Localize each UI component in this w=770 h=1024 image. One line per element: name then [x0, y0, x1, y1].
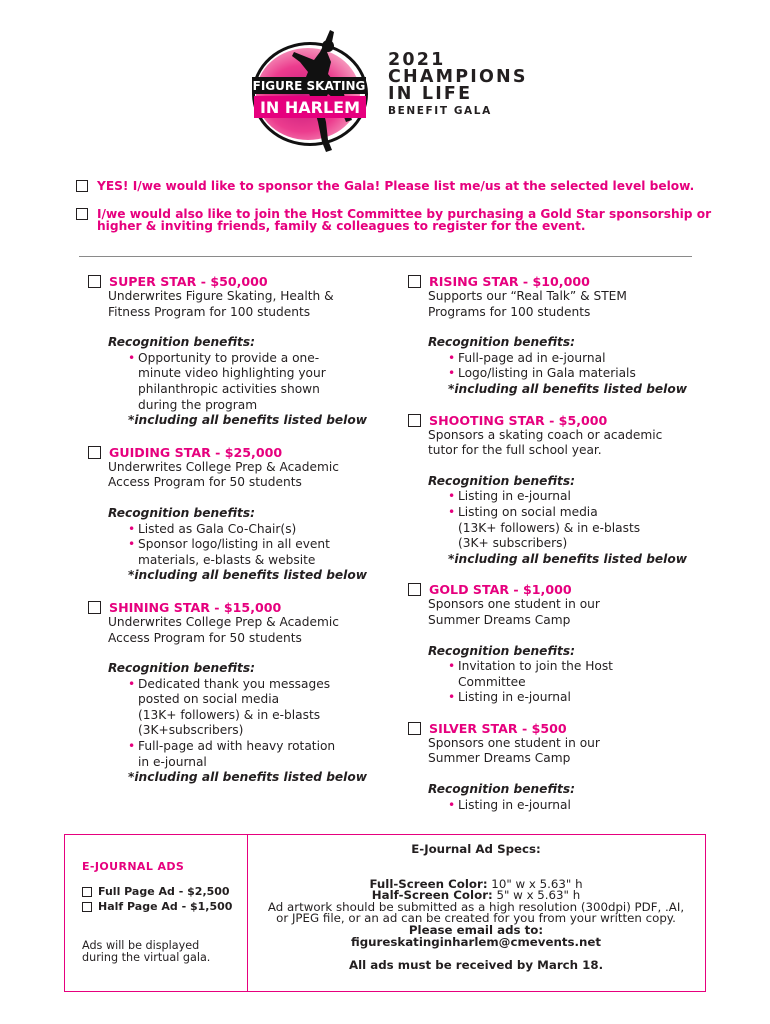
level-title: RISING STAR - $10,000 [429, 274, 590, 289]
shining-star-checkbox[interactable] [88, 601, 101, 614]
host-committee-checkbox[interactable] [76, 208, 88, 220]
benefits-title: Recognition benefits: [108, 335, 255, 350]
level-title: SHOOTING STAR - $5,000 [429, 412, 608, 428]
level-gold-star [408, 582, 708, 706]
figure-skating-in-harlem-logo [248, 22, 383, 157]
level-rising-star [408, 274, 708, 398]
benefit-item: • Dedicated thank you messages posted on social media (13K+ followers) & in e-blasts (3K+subscribers) [108, 677, 388, 739]
guiding-star-checkbox[interactable] [88, 446, 101, 459]
benefit-item: • Opportunity to provide a one- minute video highlighting your philanthropic activities shown during the program [108, 351, 388, 413]
half-page-ad-label: Half Page Ad - $1,500 [98, 899, 233, 913]
benefits-list [428, 489, 708, 551]
event-subtitle: BENEFIT GALA [388, 105, 492, 117]
benefits-title: Recognition benefits: [428, 643, 575, 658]
level-title: GOLD STAR - $1,000 [429, 582, 572, 598]
host-committee-text: I/we would also like to join the Host Committee by purchasing a Gold Star sponsorship or higher & inviting friends, family & colleagues to register for the event. [97, 207, 712, 233]
benefits-list [108, 677, 388, 771]
shooting-star-checkbox[interactable] [408, 414, 421, 427]
full-page-ad-checkbox[interactable] [82, 887, 92, 897]
ejournal-options [82, 860, 242, 963]
including-note: *including all benefits listed below [128, 413, 367, 428]
logo-text-line2: IN HARLEM [259, 98, 361, 117]
benefit-item: • Full-page ad with heavy rotation in e-journal [108, 739, 388, 770]
intro-section [76, 180, 716, 248]
half-page-ad-option [82, 900, 242, 915]
benefit-item: • Full-page ad in e-journal [428, 351, 708, 367]
benefits-list [428, 798, 708, 814]
including-note: *including all benefits listed below [128, 770, 367, 785]
level-guiding-star [88, 445, 388, 584]
benefits-title: Recognition benefits: [428, 473, 575, 488]
including-note: *including all benefits listed below [448, 551, 687, 566]
artwork-instructions: Ad artwork should be submitted as a high resolution (300dpi) PDF, .AI, or JPEG file, or an ad can be created for you from your written copy. [267, 899, 685, 926]
benefits-list [428, 351, 708, 382]
event-title-line3: IN LIFE [388, 84, 473, 104]
benefit-item: • Listed as Gala Co-Chair(s) [108, 522, 388, 538]
section-divider [79, 256, 692, 257]
level-title: GUIDING STAR - $25,000 [109, 444, 283, 460]
level-title: SHINING STAR - $15,000 [109, 599, 282, 615]
rising-star-checkbox[interactable] [408, 275, 421, 288]
level-title: SUPER STAR - $50,000 [109, 274, 268, 289]
benefits-title: Recognition benefits: [428, 335, 575, 350]
ejournal-title: E-JOURNAL ADS [82, 860, 185, 873]
full-page-ad-option [82, 885, 242, 900]
benefit-item: • Listing in e-journal [428, 489, 708, 505]
level-silver-star [408, 721, 708, 813]
half-screen-spec: Half-Screen Color: 5" w x 5.63" h [371, 888, 581, 903]
right-column [408, 274, 708, 827]
level-description: Supports our “Real Talk” & STEM Programs for 100 students [428, 289, 627, 319]
full-screen-spec: Full-Screen Color: 10" w x 5.63" h [369, 876, 583, 891]
event-title-year: 2021 [388, 50, 446, 70]
silver-star-checkbox[interactable] [408, 722, 421, 735]
host-committee-option [76, 208, 716, 232]
half-page-ad-checkbox[interactable] [82, 902, 92, 912]
level-title: SILVER STAR - $500 [429, 720, 567, 736]
ads-deadline: All ads must be received by March 18. [348, 958, 604, 973]
benefits-list [108, 522, 388, 569]
benefits-title: Recognition benefits: [108, 505, 255, 520]
level-description: Underwrites College Prep & Academic Access Program for 50 students [108, 614, 339, 645]
benefit-item: • Invitation to join the Host Committee [428, 659, 708, 690]
benefits-list [108, 351, 388, 413]
ejournal-specs [250, 844, 702, 972]
benefits-title: Recognition benefits: [108, 661, 255, 676]
event-title-block [388, 52, 528, 117]
sponsor-option [76, 180, 716, 192]
gold-star-checkbox[interactable] [408, 583, 421, 596]
email-prompt: Please email ads to: [408, 922, 544, 937]
level-description: Underwrites Figure Skating, Health & Fitness Program for 100 students [108, 289, 334, 319]
level-shining-star [88, 600, 388, 786]
sponsor-text: YES! I/we would like to sponsor the Gala! Please list me/us at the selected level below. [97, 179, 695, 193]
left-column [88, 274, 388, 800]
benefit-item: • Listing in e-journal [428, 690, 708, 706]
email-address[interactable]: figureskatinginharlem@cmevents.net [350, 934, 602, 949]
benefit-item: • Logo/listing in Gala materials [428, 366, 708, 382]
super-star-checkbox[interactable] [88, 275, 101, 288]
full-page-ad-label: Full Page Ad - $2,500 [98, 885, 230, 898]
benefits-title: Recognition benefits: [428, 782, 575, 797]
ejournal-divider [247, 834, 248, 992]
sponsor-checkbox[interactable] [76, 180, 88, 192]
benefit-item: • Sponsor logo/listing in all event materials, e-blasts & website [108, 537, 388, 568]
benefit-item: • Listing on social media (13K+ followers) & in e-blasts (3K+ subscribers) [428, 505, 708, 552]
event-title-line2: CHAMPIONS [388, 67, 528, 87]
ejournal-display-note: Ads will be displayed during the virtual gala. [82, 939, 211, 964]
benefit-item: • Listing in e-journal [428, 798, 708, 814]
level-description: Sponsors one student in our Summer Dreams Camp [428, 597, 600, 627]
level-shooting-star [408, 413, 708, 568]
benefits-list [428, 659, 708, 706]
specs-title: E-Journal Ad Specs: [411, 842, 541, 856]
level-description: Sponsors a skating coach or academic tutor for the full school year. [428, 427, 663, 458]
level-super-star [88, 274, 388, 429]
including-note: *including all benefits listed below [448, 381, 687, 396]
level-description: Sponsors one student in our Summer Dreams Camp [428, 735, 600, 766]
logo-text-line1: FIGURE SKATING [252, 79, 366, 93]
level-description: Underwrites College Prep & Academic Access Program for 50 students [108, 459, 339, 490]
including-note: *including all benefits listed below [128, 568, 367, 583]
